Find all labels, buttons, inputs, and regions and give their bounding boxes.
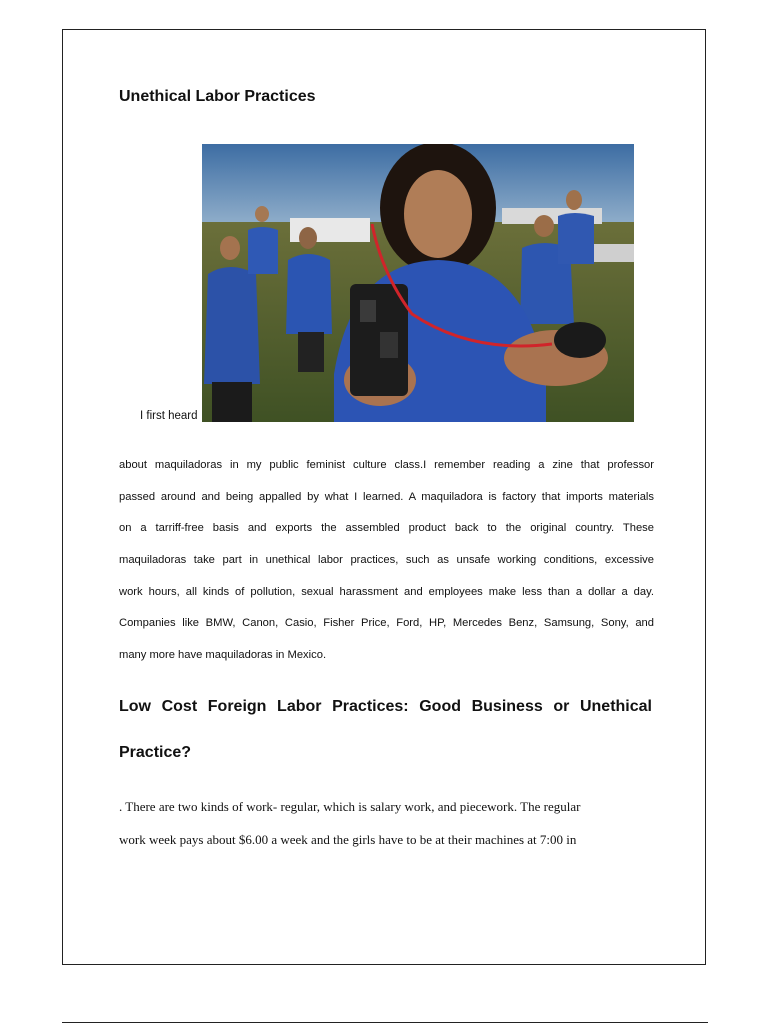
paragraph-line: many more have maquiladoras in Mexico. — [119, 649, 327, 662]
paragraph-line: work hours, all kinds of pollution, sexual harassment and employees make less than a dollar a day. — [119, 585, 654, 598]
paragraph-line: about maquiladoras in my public feminist culture class.I remember reading a zine that professor — [119, 459, 654, 471]
serif-paragraph — [119, 790, 639, 856]
paragraph-line: maquiladoras take part in unethical labor practices, such as unsafe working conditions, excessive — [119, 554, 654, 567]
paragraph-line: Companies like BMW, Canon, Casio, Fisher Price, Ford, HP, Mercedes Benz, Samsung, Sony, and — [119, 617, 654, 630]
section-heading: Unethical Labor Practices — [119, 88, 316, 105]
first-heard-text: I first heard — [140, 410, 198, 422]
subheading-line: Low Cost Foreign Labor Practices: Good Business or Unethical — [119, 698, 652, 715]
serif-line: . There are two kinds of work- regular, which is salary work, and piecework. The regular — [119, 799, 581, 814]
workers-photo — [202, 144, 634, 422]
next-page-border — [62, 1022, 708, 1023]
subheading — [119, 684, 652, 776]
body-paragraph — [119, 450, 654, 672]
subheading-line: Practice? — [119, 744, 192, 761]
paragraph-line: passed around and being appalled by what I learned. A maquiladora is factory that imports materials — [119, 490, 654, 503]
paragraph-line: on a tarriff-free basis and exports the assembled product back to the original country. These — [119, 522, 654, 535]
serif-line: work week pays about $6.00 a week and the girls have to be at their machines at 7:00 in — [119, 832, 577, 847]
